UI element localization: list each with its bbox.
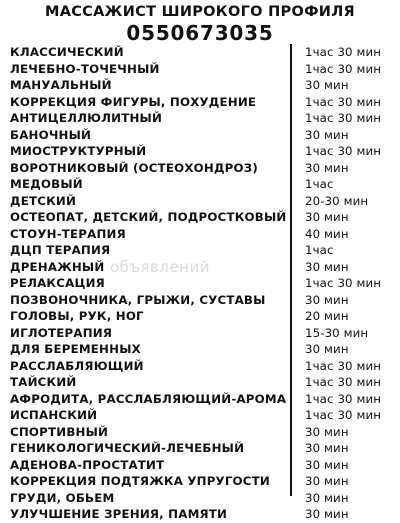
- service-name: ВОРОТНИКОВЫЙ (ОСТЕОХОНДРОЗ): [10, 160, 258, 175]
- service-row: [10, 143, 394, 160]
- service-row: [10, 308, 394, 325]
- service-row: [10, 61, 394, 78]
- service-row: [10, 457, 394, 474]
- service-duration: 1час 30 мин: [305, 111, 382, 125]
- service-name: ЛЕЧЕБНО-ТОЧЕЧНЫЙ: [10, 61, 160, 76]
- service-row: [10, 490, 394, 507]
- service-row: [10, 506, 394, 523]
- service-duration: 1час: [305, 177, 334, 191]
- service-name: АНТИЦЕЛЛЮЛИТНЫЙ: [10, 111, 163, 125]
- service-row: [10, 424, 394, 441]
- service-row: [10, 44, 394, 61]
- service-row: [10, 94, 394, 111]
- service-name: ДЕТСКИЙ: [10, 193, 77, 208]
- service-row: [10, 407, 394, 424]
- service-duration: 30 мин: [305, 441, 349, 455]
- service-name: УЛУЧШЕНИЕ ЗРЕНИЯ, ПАМЯТИ: [10, 507, 228, 521]
- service-duration: 1час 30 мин: [305, 391, 382, 406]
- service-name: МЕДОВЫЙ: [10, 177, 83, 191]
- service-row: [10, 209, 394, 226]
- service-name: ДРЕНАЖНЫЙ: [10, 259, 105, 274]
- service-row: [10, 127, 394, 144]
- service-name: ИСПАНСКИЙ: [10, 408, 98, 422]
- service-row: [10, 440, 394, 457]
- service-row: [10, 391, 394, 408]
- service-duration: 30 мин: [305, 457, 349, 472]
- service-name: БАНОЧНЫЙ: [10, 127, 92, 142]
- service-row: [10, 110, 394, 127]
- service-row: [10, 473, 394, 490]
- service-name: РАССЛАБЛЯЮЩИЙ: [10, 358, 144, 373]
- service-duration: 1час 30 мин: [305, 358, 382, 373]
- service-row: [10, 325, 394, 342]
- service-name: АДЕНОВА-ПРОСТАТИТ: [10, 457, 165, 472]
- service-duration: 30 мин: [305, 342, 349, 356]
- service-name: КОРРЕКЦИЯ ФИГУРЫ, ПОХУДЕНИЕ: [10, 94, 257, 109]
- service-row: [10, 176, 394, 193]
- service-duration: 20 мин: [305, 309, 349, 323]
- service-duration: 30 мин: [305, 292, 349, 307]
- service-row: [10, 160, 394, 177]
- service-name: ГОЛОВЫ, РУК, НОГ: [10, 309, 144, 323]
- page-title: МАССАЖИСТ ШИРОКОГО ПРОФИЛЯ: [44, 4, 356, 20]
- service-duration: 30 мин: [305, 160, 349, 175]
- service-duration: 30 мин: [305, 490, 349, 505]
- service-duration: 30 мин: [305, 78, 349, 92]
- service-name: ПОЗВОНОЧНИКА, ГРЫЖИ, СУСТАВЫ: [10, 292, 266, 307]
- service-row: [10, 242, 394, 259]
- service-name: СПОРТИВНЫЙ: [10, 424, 109, 439]
- service-row: [10, 374, 394, 391]
- service-duration: 15-30 мин: [305, 325, 369, 340]
- service-duration: 30 мин: [305, 259, 349, 274]
- service-name: ИГЛОТЕРАПИЯ: [10, 325, 113, 340]
- service-duration: 1час 30 мин: [305, 61, 382, 76]
- service-row: [10, 275, 394, 292]
- service-name: ГРУДИ, ОБЬЕМ: [10, 490, 115, 505]
- service-duration: 30 мин: [305, 210, 349, 224]
- service-row: [10, 358, 394, 375]
- service-name: ТАЙСКИЙ: [10, 375, 77, 389]
- service-row: [10, 193, 394, 210]
- service-duration: 20-30 мин: [305, 193, 369, 208]
- service-name: МИОСТРУКТУРНЫЙ: [10, 144, 147, 158]
- service-duration: 1час 30 мин: [305, 45, 382, 59]
- service-name: ДЛЯ БЕРЕМЕННЫХ: [10, 342, 141, 356]
- service-name: СТОУН-ТЕРАПИЯ: [10, 226, 126, 241]
- service-duration: 40 мин: [305, 226, 349, 241]
- service-name: МАНУАЛЬНЫЙ: [10, 78, 112, 92]
- service-duration: 1час 30 мин: [305, 94, 382, 109]
- service-duration: 30 мин: [305, 127, 349, 142]
- service-duration: 30 мин: [305, 424, 349, 439]
- service-duration: 30 мин: [305, 474, 349, 488]
- service-name: КЛАССИЧЕСКИЙ: [10, 45, 124, 59]
- watermark: объявлений: [110, 258, 211, 276]
- service-row: [10, 77, 394, 94]
- service-name: РЕЛАКСАЦИЯ: [10, 276, 105, 290]
- service-name: ГЕНИКОЛОГИЧЕСКИЙ-ЛЕЧЕБНЫЙ: [10, 441, 245, 455]
- service-duration: 1час 30 мин: [305, 408, 382, 422]
- service-name: ДЦП ТЕРАПИЯ: [10, 243, 111, 257]
- service-duration: 1час 30 мин: [305, 276, 382, 290]
- service-name: КОРРЕКЦИЯ ПОДТЯЖКА УПРУГОСТИ: [10, 474, 270, 488]
- service-name: ОСТЕОПАТ, ДЕТСКИЙ, ПОДРОСТКОВЫЙ: [10, 210, 287, 224]
- phone-number: 0550673035: [126, 21, 274, 45]
- service-duration: 1час: [305, 243, 334, 257]
- service-row: [10, 292, 394, 309]
- price-list: [10, 44, 394, 523]
- service-duration: 30 мин: [305, 507, 349, 521]
- service-row: [10, 226, 394, 243]
- service-row: [10, 341, 394, 358]
- service-duration: 1час 30 мин: [305, 144, 382, 158]
- service-duration: 1час 30 мин: [305, 375, 382, 389]
- service-name: АФРОДИТА, РАССЛАБЛЯЮЩИЙ-АРОМА: [10, 391, 287, 406]
